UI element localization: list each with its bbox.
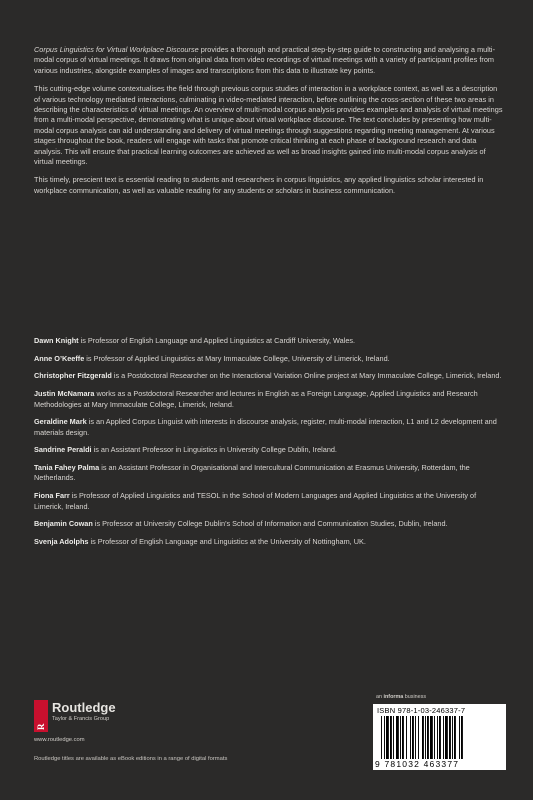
author-bio-text: is Professor of Applied Linguistics at Mary Immaculate College, University of Limerick, Ireland. bbox=[84, 353, 390, 363]
author-bio bbox=[34, 417, 504, 438]
author-bio bbox=[34, 336, 504, 346]
author-name: Christopher Fitzgerald bbox=[34, 371, 112, 381]
author-bio bbox=[34, 389, 504, 410]
author-name: Geraldine Mark bbox=[34, 417, 87, 427]
author-bio-text: is an Applied Corpus Linguist with interests in discourse analysis, register, multi-modal interaction, L1 and L2 development and materials design. bbox=[34, 417, 497, 437]
informa-business-label bbox=[376, 694, 426, 700]
publisher-url-link[interactable]: www.routledge.com bbox=[34, 737, 85, 743]
svg-text:R: R bbox=[36, 723, 46, 730]
author-bio-text: is a Postdoctoral Researcher on the Interactional Variation Online project at Mary Immaculate College, Limerick, Ireland. bbox=[111, 371, 502, 381]
isbn-label: ISBN 978-1-03-246337-7 bbox=[377, 706, 466, 715]
author-bio bbox=[34, 445, 504, 455]
author-bio bbox=[34, 463, 504, 484]
ebook-availability-note: Routledge titles are available as eBook editions in a range of digital formats bbox=[34, 756, 228, 762]
description-paragraph-1-text: provides a thorough and practical step-by-step guide to constructing and analysing a multi-modal corpus of virtual meetings. It draws from original data from video recordings of virtual meetings with a variety of participant profiles from various industries, alongside examples of images and transcriptions from this data to illustrate key points. bbox=[34, 45, 496, 75]
author-bio-text: is Professor at University College Dublin’s School of Information and Communication Studies, Dublin, Ireland. bbox=[92, 519, 448, 529]
book-description bbox=[34, 45, 504, 204]
author-name: Fiona Farr bbox=[34, 491, 70, 501]
informa-prefix: an bbox=[376, 694, 384, 700]
author-bio-text: is Professor of Applied Linguistics and TESOL in the School of Modern Languages and Applied Linguistics at the University of Limerick, Ireland. bbox=[34, 491, 477, 511]
description-paragraph-3: This timely, prescient text is essential reading to students and researchers in corpus linguistics, any applied linguistics scholar interested in workplace communication, as well as valuable reading for any students or scholars in business communication. bbox=[34, 175, 484, 195]
author-name: Benjamin Cowan bbox=[34, 519, 93, 529]
author-bio-text: is an Assistant Professor in Linguistics in University College Dublin, Ireland. bbox=[91, 445, 337, 455]
informa-suffix: business bbox=[403, 694, 427, 700]
author-name: Svenja Adolphs bbox=[34, 536, 89, 546]
author-bio bbox=[34, 537, 504, 547]
author-name: Sandrine Peraldi bbox=[34, 445, 92, 455]
author-bio bbox=[34, 519, 504, 529]
author-bio-text: is Professor of English Language and Applied Linguistics at Cardiff University, Wales. bbox=[78, 336, 356, 345]
author-bio bbox=[34, 491, 504, 512]
author-bio-text: is an Assistant Professor in Organisational and Intercultural Communication at Erasmus University, Rotterdam, the Netherlands. bbox=[34, 463, 470, 483]
author-bios bbox=[34, 336, 504, 555]
book-title-italic: Corpus Linguistics for Virtual Workplace Discourse bbox=[34, 45, 199, 54]
informa-word: informa bbox=[383, 694, 404, 700]
barcode-digits: 9 781032 463377 bbox=[375, 759, 505, 769]
author-name: Anne O’Keeffe bbox=[34, 353, 85, 363]
author-bio-text: is Professor of English Language and Linguistics at the University of Nottingham, UK. bbox=[88, 536, 366, 546]
publisher-group: Taylor & Francis Group bbox=[52, 716, 110, 722]
author-name: Justin McNamara bbox=[34, 389, 95, 399]
barcode-bars-icon bbox=[381, 716, 501, 760]
publisher-name: Routledge bbox=[52, 700, 116, 715]
description-paragraph-1 bbox=[34, 45, 504, 76]
author-bio-text: works as a Postdoctoral Researcher and lectures in English as a Foreign Language, Applied Linguistics and Research Methodologies at Mary Immaculate College, Limerick, Ireland. bbox=[34, 389, 478, 409]
publisher-logo[interactable] bbox=[34, 700, 174, 750]
author-bio bbox=[34, 371, 504, 381]
isbn-barcode bbox=[373, 704, 506, 770]
author-name: Dawn Knight bbox=[34, 336, 79, 345]
description-paragraph-2: This cutting-edge volume contextualises the field through previous corpus studies of interaction in a workplace context, as well as a description of various technology mediated interactions, culminating in video-mediated interaction, before outlining the cross-section of these two areas in describing the characteristics of virtual meetings. An overview of multi-modal corpus analysis provides examples and analysis of virtual meetings from a multi-modal perspective, demonstrating what is unique about virtual workplace discourse. The text concludes by presenting how multi-modal corpus analysis can aid understanding and delivery of virtual meetings through suggestions regarding meeting management. At various stages throughout the book, readers will engage with tasks that promote critical thinking at each phase of background research and data analysis. This will ensure that practical learning outcomes are achieved as well as broad insights gained into multi-modal corpus analysis of virtual meetings. bbox=[34, 84, 503, 167]
author-name: Tania Fahey Palma bbox=[34, 463, 100, 473]
routledge-logo-icon bbox=[34, 700, 48, 732]
author-bio bbox=[34, 354, 504, 364]
